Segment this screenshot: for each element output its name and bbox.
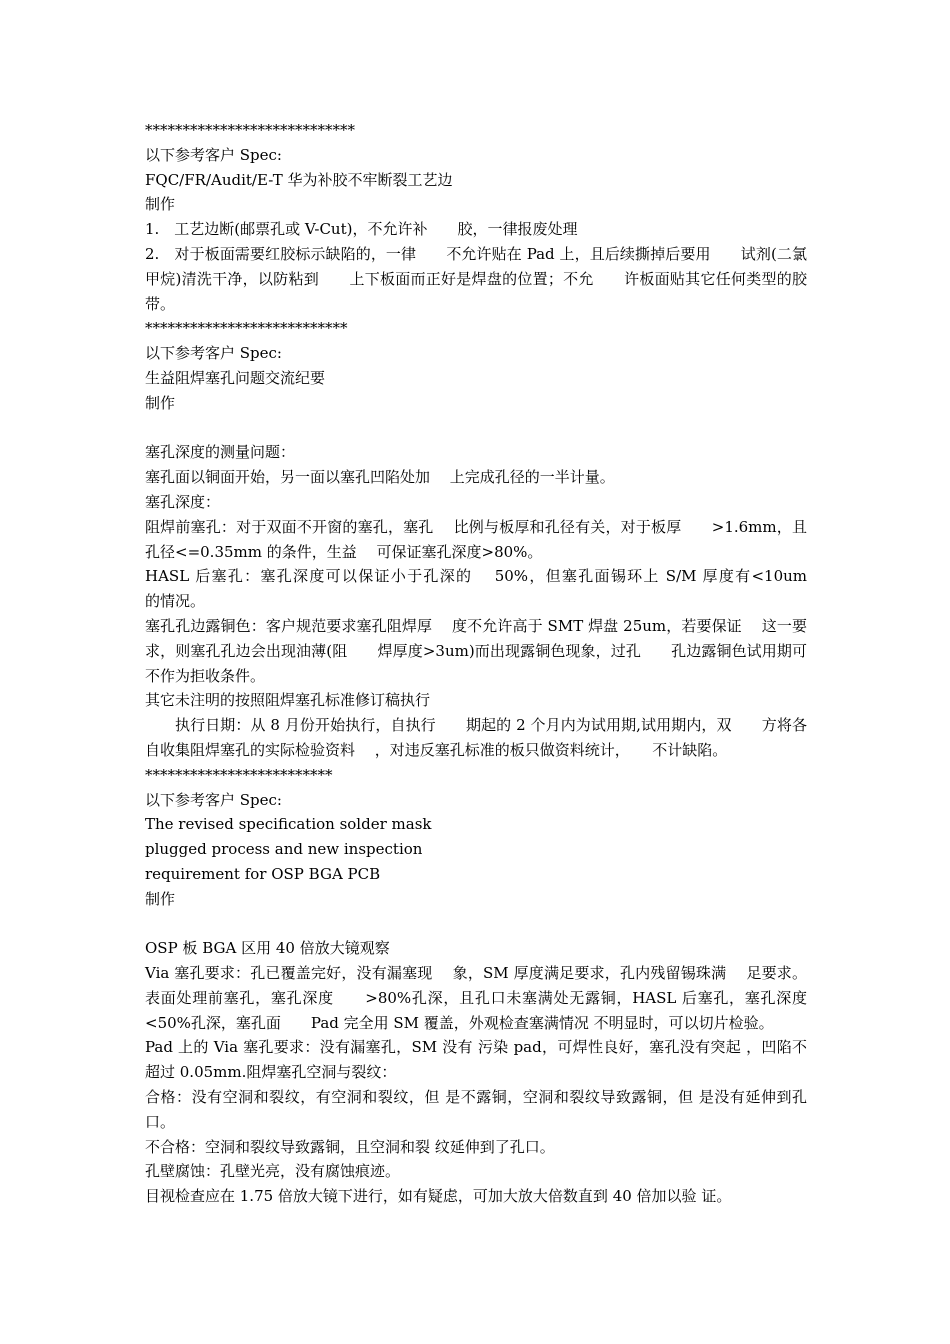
section-title-line-1: The revised specification solder mask: [145, 815, 432, 834]
pad-requirement-paragraph: Pad 上的 Via 塞孔要求：没有漏塞孔，SM 没有 污染 pad，可焊性良好，塞孔没有突起 ，凹陷不超过 0.05mm.阻焊塞孔空洞与裂纹：: [145, 1038, 807, 1082]
depth-heading: 塞孔深度的测量问题：: [145, 443, 296, 462]
depth-label: 塞孔深度：: [145, 492, 221, 511]
blank-line: [145, 912, 807, 937]
before-mask-paragraph: 阻焊前塞孔：对于双面不开窗的塞孔，塞孔 比例与板厚和孔径有关，对于板厚 >1.6mm，且孔径<=0.35mm 的条件，生益 可保证塞孔深度>80%。: [145, 517, 807, 561]
make-label: 制作: [145, 889, 176, 908]
section-title-line-2: plugged process and new inspection: [145, 840, 423, 859]
blank-line: [145, 416, 807, 441]
reference-line: 以下参考客户 Spec:: [145, 790, 282, 809]
rule-item-1: 1. 工艺边断(邮票孔或 V-Cut)，不允许补 胶，一律报废处理: [145, 220, 578, 239]
after-hasl-paragraph: HASL 后塞孔：塞孔深度可以保证小于孔深的 50%，但塞孔面锡环上 S/M 厚度有<10um 的情况。: [145, 567, 838, 611]
edge-copper-paragraph: 塞孔孔边露铜色：客户规范要求塞孔阻焊厚 度不允许高于 SMT 焊盘 25um，若要保证 这一要求，则塞孔孔边会出现油薄(阻 焊厚度>3um)而出现露铜色现象，过孔 孔边露铜色试用期可不作为拒收条件。: [145, 616, 807, 685]
depth-method: 塞孔面以铜面开始，另一面以塞孔凹陷处加 上完成孔径的一半计量。: [145, 468, 615, 487]
execution-paragraph: 执行日期：从 8 月份开始执行，自执行 期起的 2 个月内为试用期,试用期内，双 方将各自收集阻焊塞孔的实际检验资料 ，对违反塞孔标准的板只做资料统计， 不计缺陷。: [145, 716, 807, 759]
make-label: 制作: [145, 393, 176, 412]
separator-stars: ***************************: [145, 319, 348, 338]
corrosion-line: 孔壁腐蚀：孔壁光亮，没有腐蚀痕迹。: [145, 1162, 401, 1181]
section-title: FQC/FR/Audit/E-T 华为补胶不牢断裂工艺边: [145, 170, 453, 189]
reference-line: 以下参考客户 Spec:: [145, 145, 282, 164]
pass-criteria-paragraph: 合格：没有空洞和裂纹，有空洞和裂纹，但 是不露铜，空洞和裂纹导致露铜，但 是没有延伸到孔口。: [145, 1088, 807, 1131]
rule-item-2: 2. 对于板面需要红胶标示缺陷的，一律 不允许贴在 Pad 上，且后续撕掉后要用 试剂(二氯甲烷)清洗干净，以防粘到 上下板面而正好是焊盘的位置；不允 许板面贴其它任何类型的胶带。: [145, 244, 807, 313]
separator-stars: ****************************: [145, 121, 355, 139]
others-line: 其它未注明的按照阻焊塞孔标准修订稿执行: [145, 691, 431, 710]
reference-line: 以下参考客户 Spec:: [145, 344, 282, 363]
via-requirement-paragraph: Via 塞孔要求：孔已覆盖完好，没有漏塞现 象，SM 厚度满足要求，孔内残留锡珠满 足要求。表面处理前塞孔，塞孔深度 >80%孔深，且孔口未塞满处无露铜，HASL 后塞孔，塞孔深度<50%孔深，塞孔面 Pad 完全用 SM 覆盖，外观检查塞满情况 不明显时，可以切片检验。: [145, 964, 807, 1032]
observe-line: OSP 板 BGA 区用 40 倍放大镜观察: [145, 939, 390, 958]
make-label: 制作: [145, 195, 176, 214]
document-page: [145, 118, 838, 1209]
section-title: 生益阻焊塞孔问题交流纪要: [145, 368, 326, 387]
visual-inspection-paragraph: 目视检查应在 1.75 倍放大镜下进行，如有疑虑，可加大放大倍数直到 40 倍加以验 证。: [145, 1187, 732, 1206]
separator-stars: *************************: [145, 765, 333, 784]
section-title-line-3: requirement for OSP BGA PCB: [145, 864, 381, 883]
fail-criteria-paragraph: 不合格：空洞和裂纹导致露铜，且空洞和裂 纹延伸到了孔口。: [145, 1137, 555, 1156]
